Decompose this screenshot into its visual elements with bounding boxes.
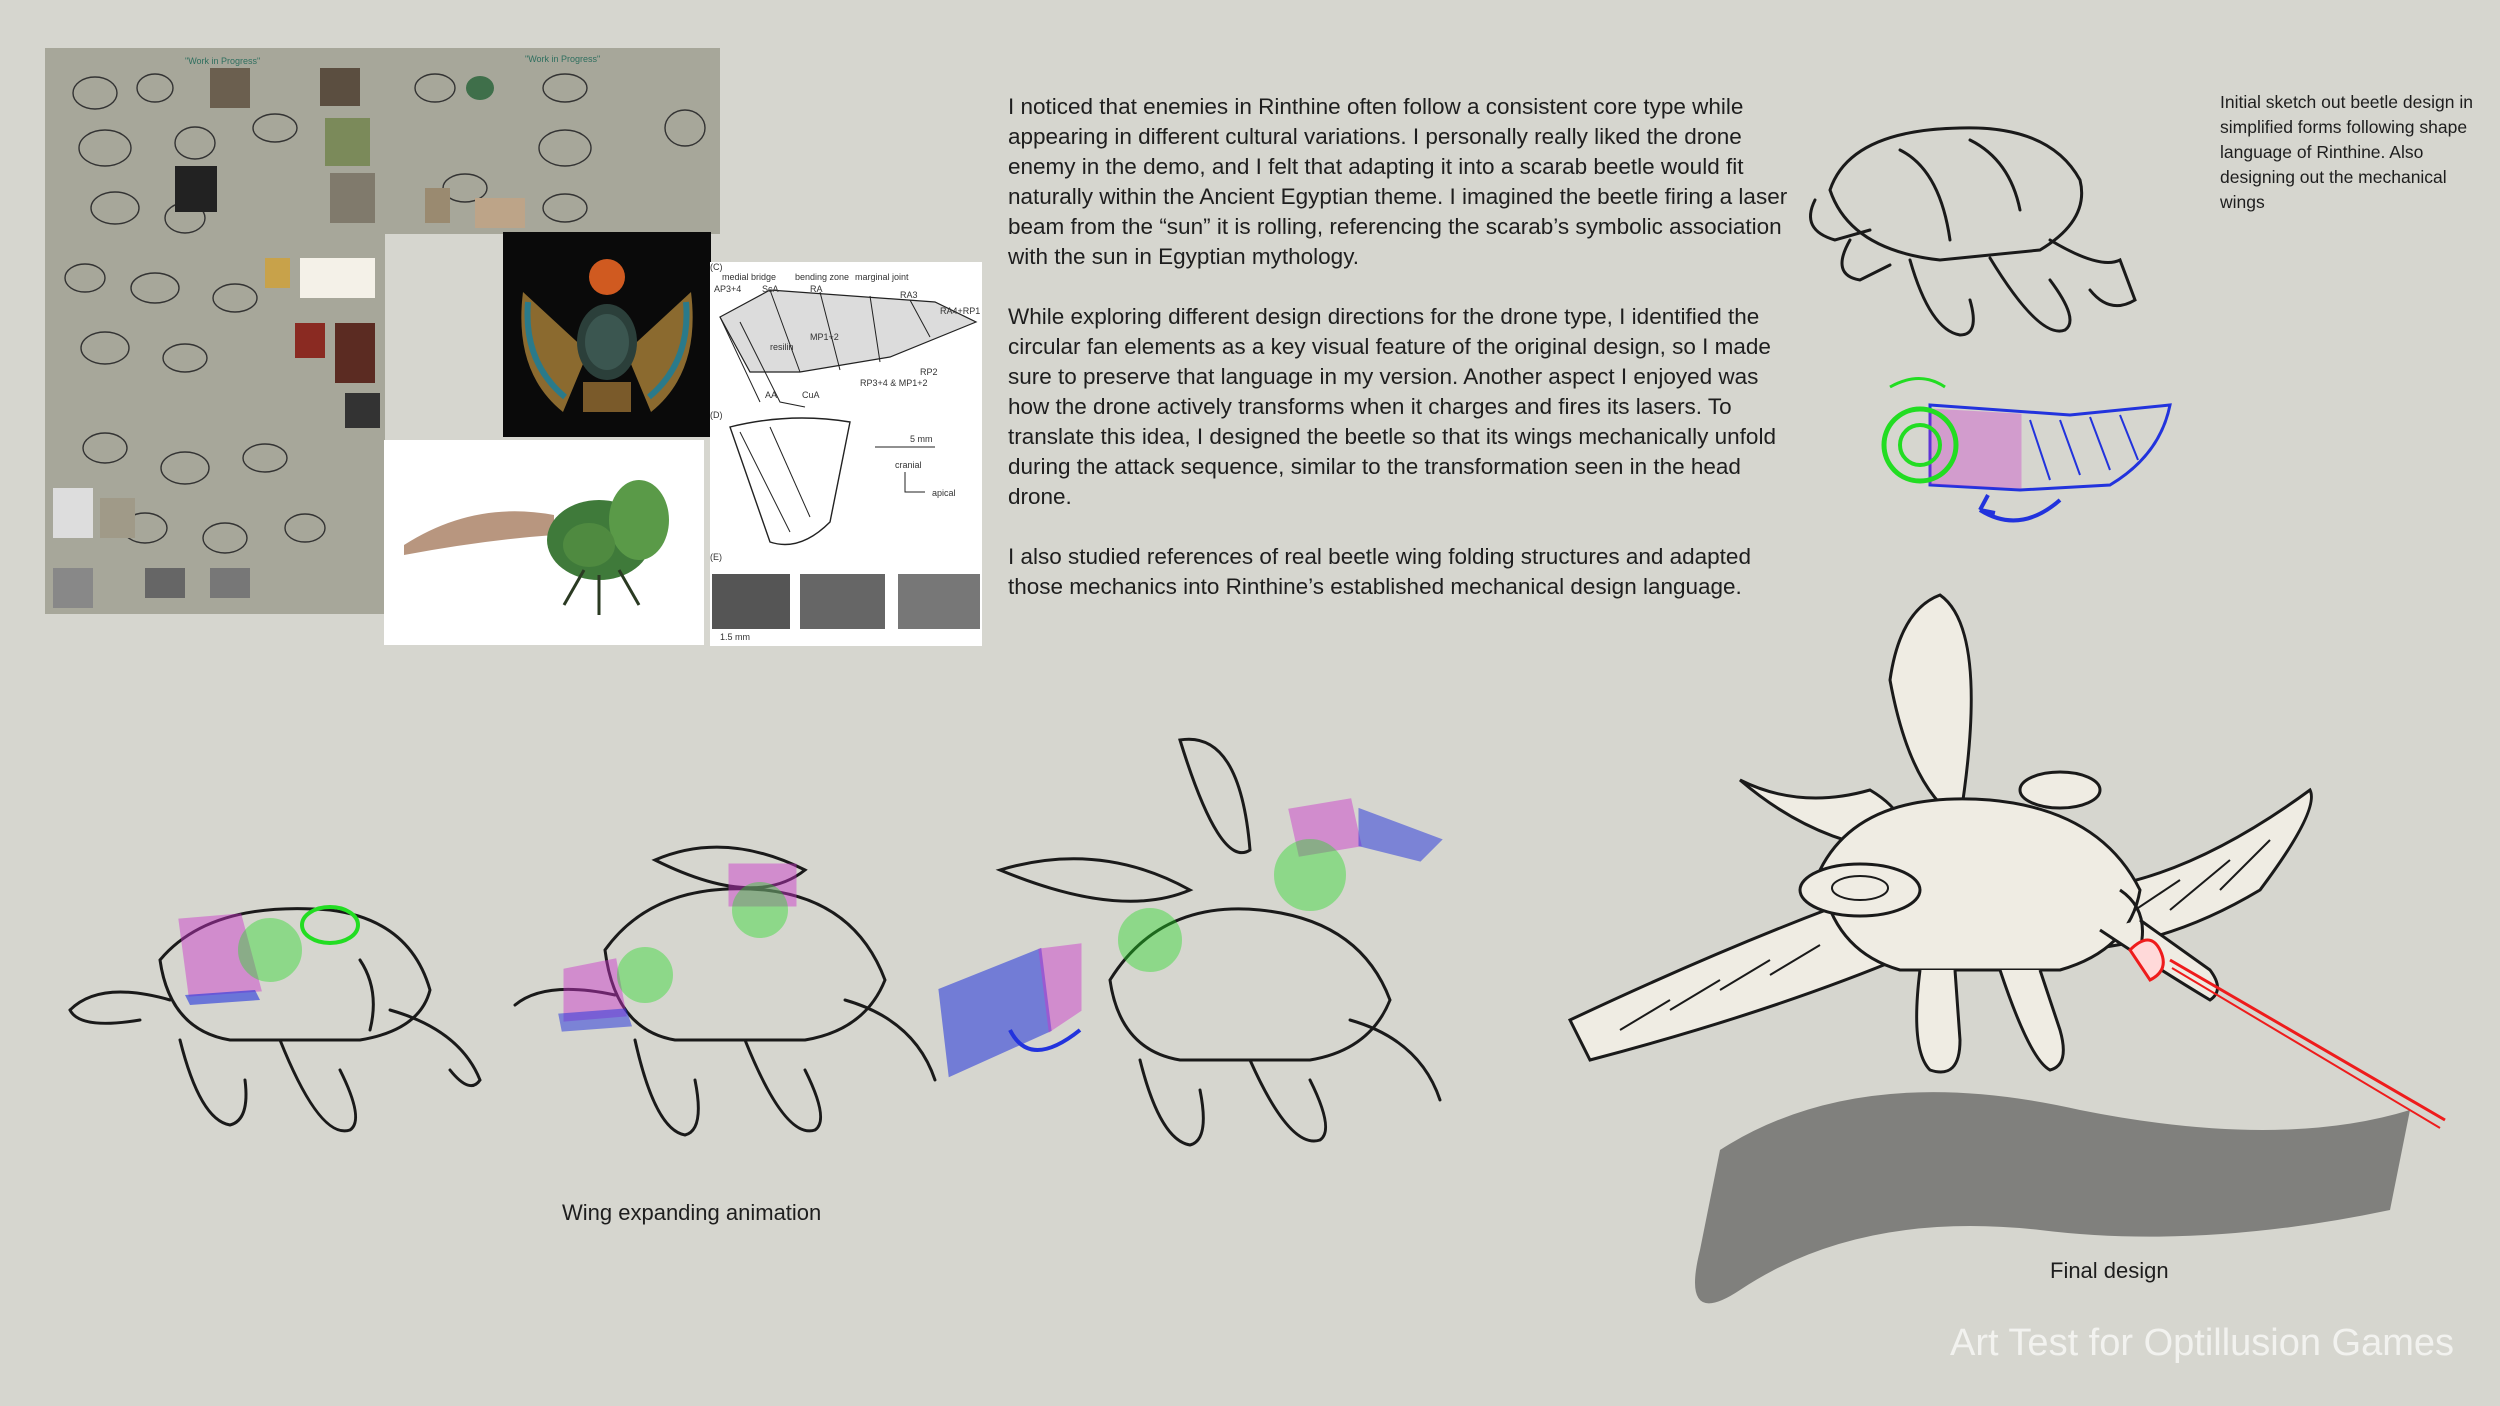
caption-wing-animation: Wing expanding animation (562, 1200, 822, 1225)
wing-folding-diagram: (C) medial bridge bending zone marginal joint RA3 RA4+RP1 AP3+4 ScA RA resilin MP1+2 RP2 RP3+4 & MP1+2 AA CuA (D) 5 mm cranial apical (E) 1.5 mm (710, 262, 982, 646)
wing-animation-frame-2 (505, 830, 945, 1160)
wing-animation-frame-3 (920, 730, 1480, 1160)
reference-board-panel-2 (385, 48, 720, 234)
reference-board-panel-1 (45, 48, 385, 614)
initial-beetle-sketch (1790, 100, 2210, 360)
main-description (1008, 92, 1788, 632)
wing-animation-frame-1 (60, 880, 500, 1160)
footer-title: Art Test for Optillusion Games (1950, 1322, 2455, 1364)
scarab-pectoral-photo (503, 232, 711, 437)
paragraph-1: I noticed that enemies in Rinthine often follow a consistent core type while appearing in different cultural variations. I personally really liked the drone enemy in the demo, and I felt that adapting it into a scarab beetle would fit naturally within the Ancient Egyptian theme. I imagined the beetle firing a laser beam from the “sun” it is rolling, referencing the scarab’s symbolic association with the sun in Egyptian mythology. (1008, 94, 1788, 269)
wing-mechanism-sketch (1870, 375, 2180, 535)
beetle-photo (384, 440, 704, 645)
caption-final-design: Final design (2050, 1258, 2169, 1283)
paragraph-3: I also studied references of real beetle wing folding structures and adapted those mechanics into Rinthine’s established mechanical design language. (1008, 544, 1751, 599)
panel-title-2: "Work in Progress" (525, 54, 601, 64)
paragraph-2: While exploring different design directions for the drone type, I identified the circular fan elements as a key visual feature of the original design, so I made sure to preserve that language in my version. Another aspect I enjoyed was how the drone actively transforms when it charges and fires its lasers. To translate this idea, I designed the beetle so that its wings mechanically unfold during the attack sequence, similar to the transformation seen in the head drone. (1008, 304, 1776, 509)
final-design-illustration (1560, 590, 2460, 1350)
side-note: Initial sketch out beetle design in simplified forms following shape language of Rinthine. Also designing out the mechanical wings (2220, 92, 2473, 212)
panel-title: "Work in Progress" (185, 56, 261, 66)
